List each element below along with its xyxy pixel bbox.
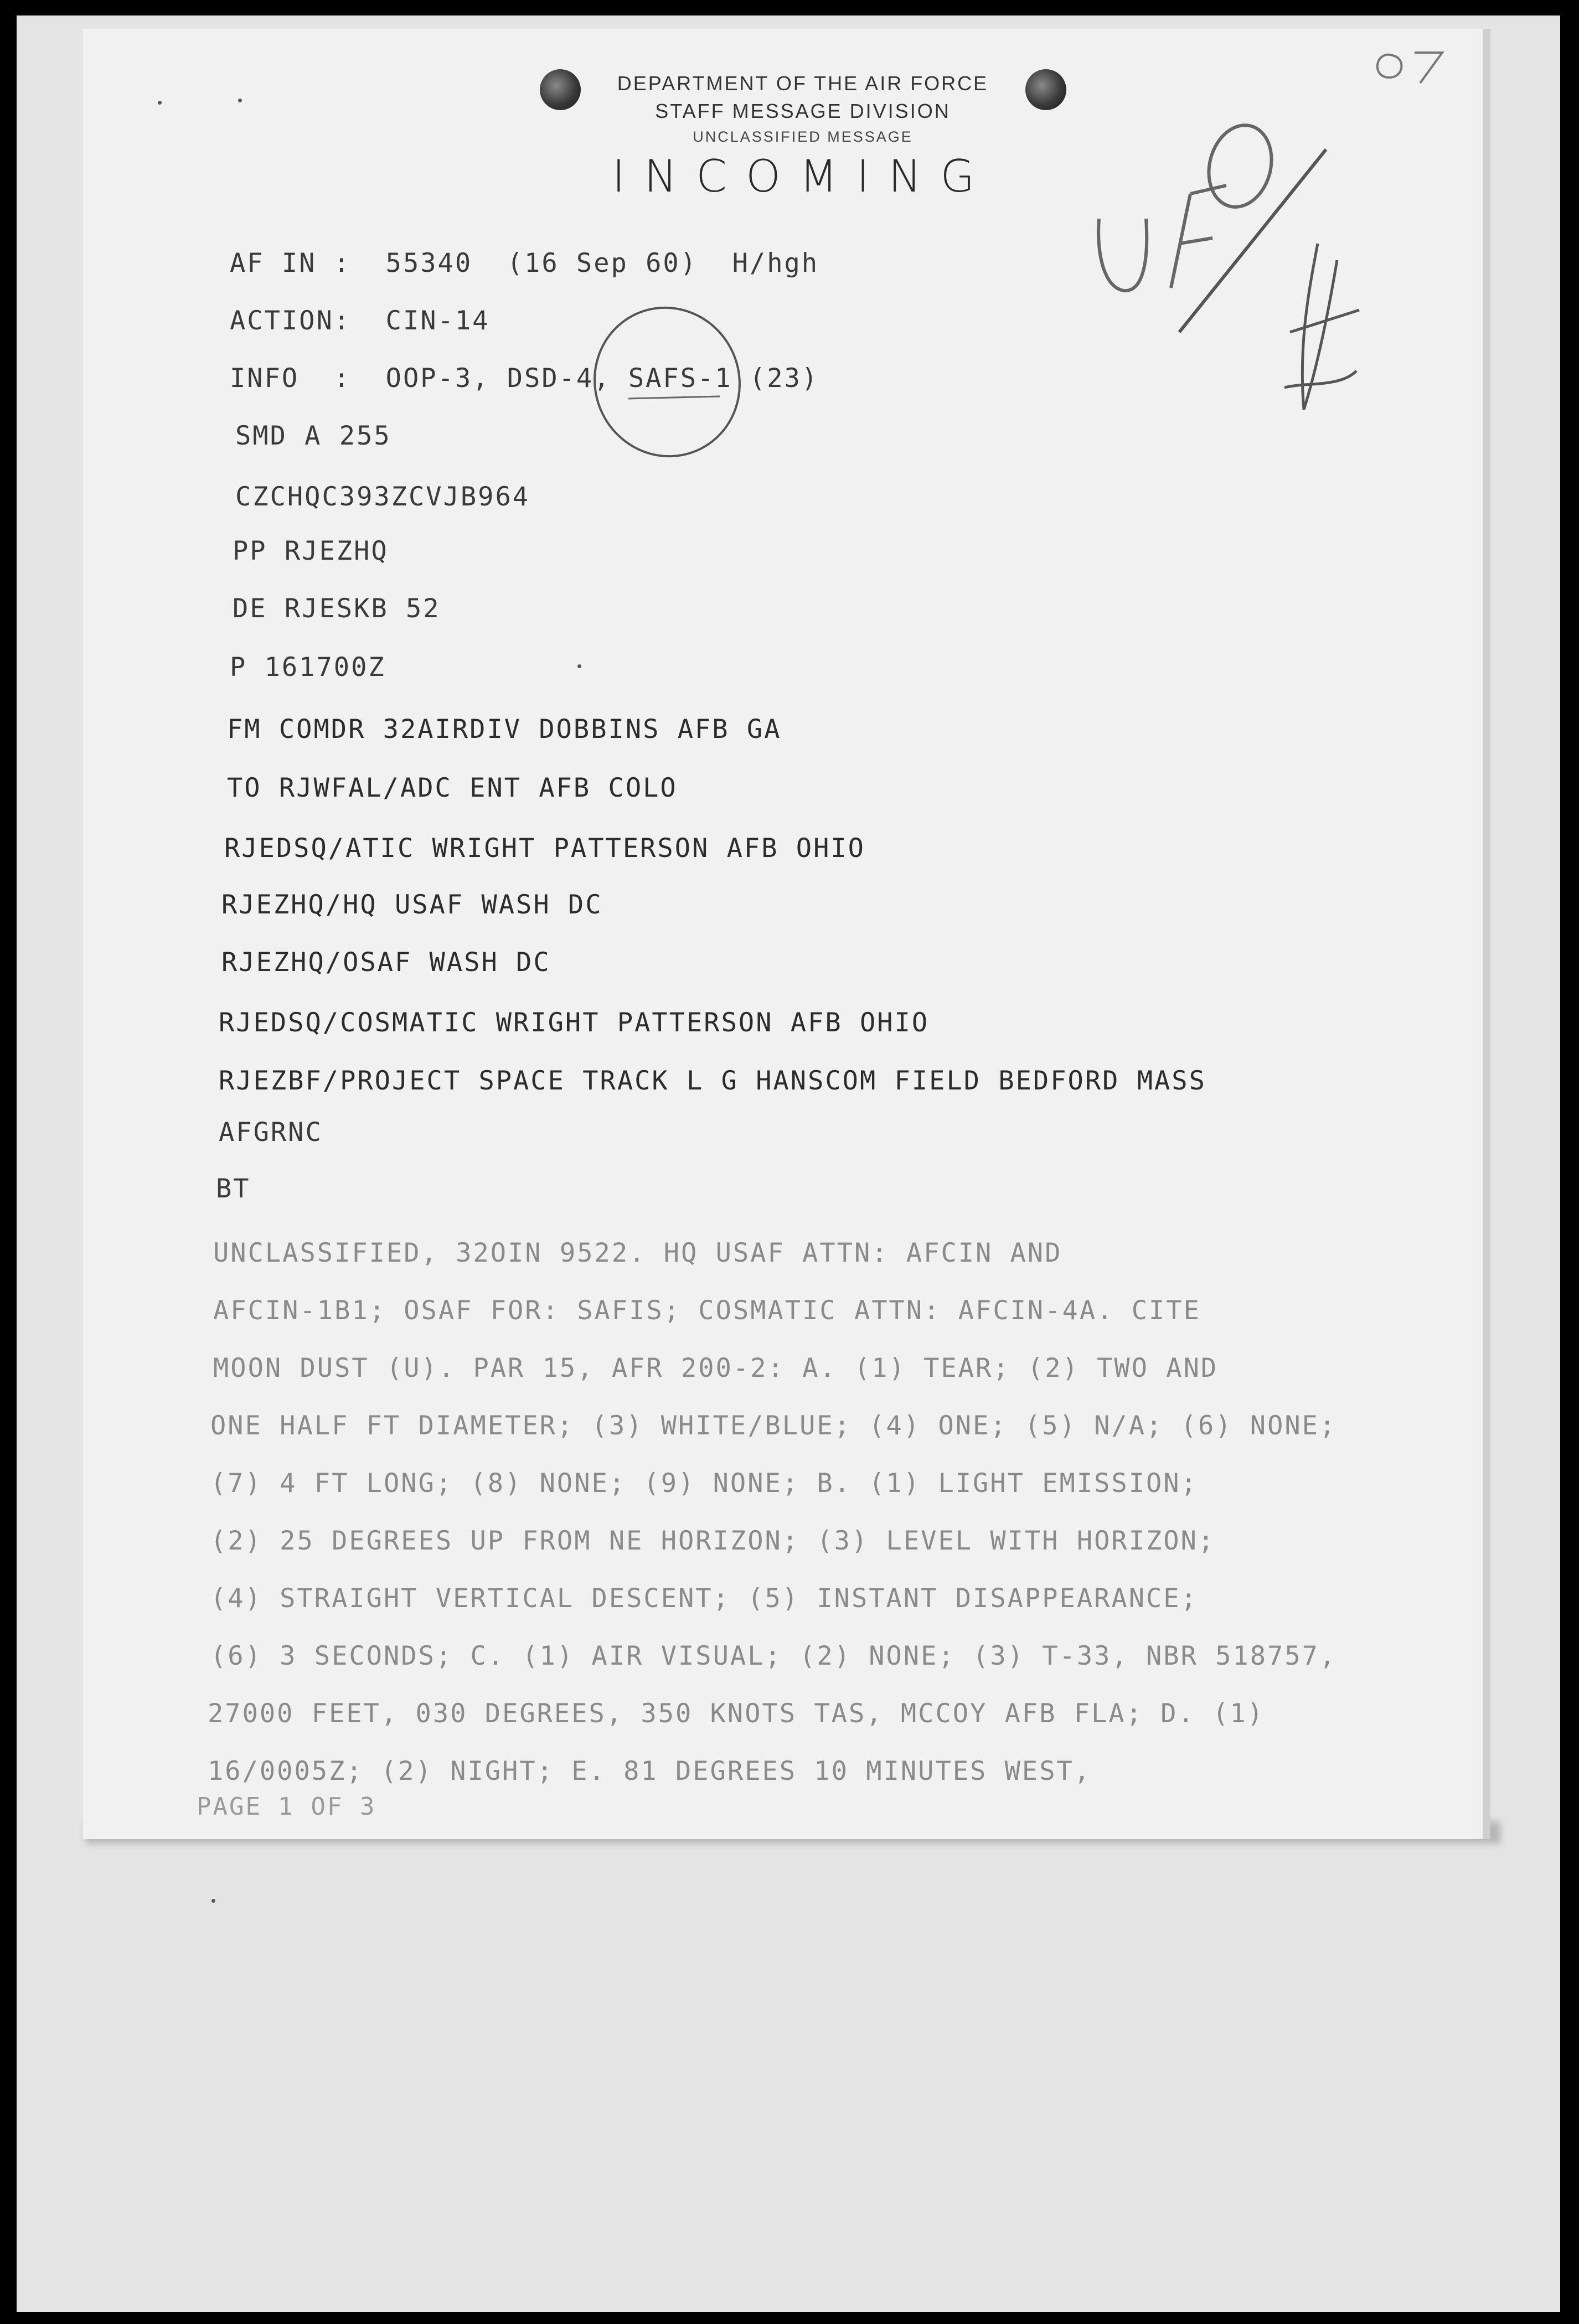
- message-line: RJEZBF/PROJECT SPACE TRACK L G HANSCOM FIELD BEDFORD MASS: [219, 1066, 1206, 1096]
- body-line: (7) 4 FT LONG; (8) NONE; (9) NONE; B. (1) LIGHT EMISSION;: [210, 1468, 1198, 1499]
- info-line: INFO : OOP-3, DSD-4, SAFS-1 (23): [230, 363, 819, 394]
- film-border-bottom: [0, 2312, 1579, 2324]
- incoming-title: INCOMING: [612, 151, 994, 202]
- department-heading: DEPARTMENT OF THE AIR FORCE: [617, 72, 989, 95]
- body-line: 16/0005Z; (2) NIGHT; E. 81 DEGREES 10 MINUTES WEST,: [208, 1756, 1092, 1786]
- body-line: (6) 3 SECONDS; C. (1) AIR VISUAL; (2) NONE; (3) T-33, NBR 518757,: [210, 1641, 1337, 1671]
- message-line: BT: [216, 1174, 251, 1204]
- page-number: PAGE 1 OF 3: [197, 1793, 376, 1821]
- film-border-left: [0, 0, 17, 2324]
- message-line: RJEZHQ/HQ USAF WASH DC: [221, 890, 603, 920]
- message-line: FM COMDR 32AIRDIV DOBBINS AFB GA: [227, 714, 782, 745]
- message-line: RJEDSQ/ATIC WRIGHT PATTERSON AFB OHIO: [224, 833, 865, 864]
- speck: [577, 664, 581, 668]
- message-line: PP RJEZHQ: [233, 536, 389, 566]
- body-line: AFCIN-1B1; OSAF FOR: SAFIS; COSMATIC ATTN: AFCIN-4A. CITE: [213, 1295, 1201, 1326]
- body-line: (2) 25 DEGREES UP FROM NE HORIZON; (3) LEVEL WITH HORIZON;: [210, 1526, 1216, 1556]
- film-border-top: [0, 0, 1579, 16]
- division-heading: STAFF MESSAGE DIVISION: [655, 100, 951, 122]
- body-line: 27000 FEET, 030 DEGREES, 350 KNOTS TAS, MCCOY AFB FLA; D. (1): [208, 1698, 1265, 1729]
- action-line: ACTION: CIN-14: [230, 306, 490, 336]
- message-line: RJEDSQ/COSMATIC WRIGHT PATTERSON AFB OHIO: [219, 1008, 930, 1038]
- message-sheet: [83, 29, 1490, 1839]
- body-line: MOON DUST (U). PAR 15, AFR 200-2: A. (1) TEAR; (2) TWO AND: [213, 1353, 1219, 1383]
- speck: [158, 101, 162, 105]
- body-line: ONE HALF FT DIAMETER; (3) WHITE/BLUE; (4) ONE; (5) N/A; (6) NONE;: [210, 1411, 1337, 1441]
- message-line: TO RJWFAL/ADC ENT AFB COLO: [227, 773, 678, 803]
- speck: [211, 1899, 215, 1903]
- message-line: P 161700Z: [230, 652, 386, 683]
- film-border-right: [1560, 0, 1579, 2324]
- af-in-line: AF IN : 55340 (16 Sep 60) H/hgh: [230, 248, 819, 278]
- message-line: AFGRNC: [219, 1117, 323, 1148]
- smd-line: SMD A 255: [235, 421, 391, 451]
- message-line: RJEZHQ/OSAF WASH DC: [221, 947, 551, 978]
- body-line: UNCLASSIFIED, 32OIN 9522. HQ USAF ATTN: AFCIN AND: [213, 1238, 1062, 1268]
- speck: [238, 99, 242, 102]
- message-line: DE RJESKB 52: [233, 593, 441, 624]
- classification-heading: UNCLASSIFIED MESSAGE: [693, 128, 913, 145]
- message-line: CZCHQC393ZCVJB964: [235, 482, 530, 512]
- body-line: (4) STRAIGHT VERTICAL DESCENT; (5) INSTANT DISAPPEARANCE;: [210, 1583, 1198, 1614]
